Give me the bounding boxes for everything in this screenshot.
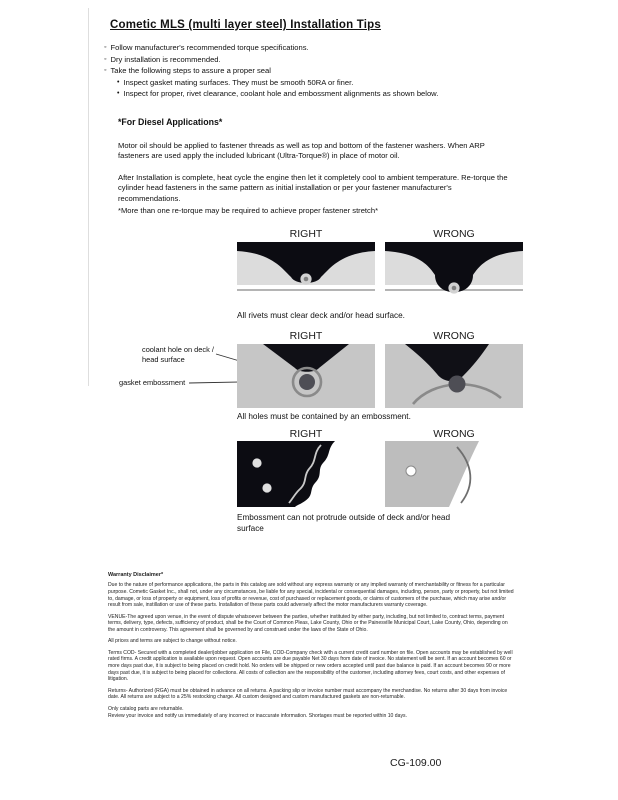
retorque-note: *More than one re-torque may be required to achieve proper fastener stretch* <box>118 206 379 215</box>
row2-right-label: RIGHT <box>289 330 323 342</box>
prices-paragraph: All prices and terms are subject to change without notice. <box>108 638 237 645</box>
tip-item <box>104 56 524 65</box>
page-code: CG-109.00 <box>390 757 442 769</box>
sub-bullet-marker: • <box>117 90 120 98</box>
warranty-heading: Warranty Disclaimer* <box>108 572 164 578</box>
hole-not-contained-illustration <box>385 344 523 408</box>
embossment-diagram-right <box>237 344 375 408</box>
tip-sub-text: Inspect for proper, rivet clearance, coolant hole and embossment alignments as shown below. <box>123 89 439 99</box>
tip-text: Take the following steps to assure a proper seal <box>110 66 271 76</box>
tip-item <box>104 67 524 76</box>
rivet-clears-illustration <box>237 242 375 306</box>
gasket-embossment-callout: gasket embossment <box>119 378 186 387</box>
rivet-diagram-right <box>237 242 375 306</box>
row1-caption: All rivets must clear deck and/or head surface. <box>237 311 405 320</box>
diesel-paragraph-1: Motor oil should be applied to fastener threads as well as top and bottom of the fastener washers. When ARP fasteners are used apply the included lubricant (Ultra-Torque®) in place of motor oil. <box>118 140 485 161</box>
venue-paragraph: VENUE-The agreed upon venue, in the event of dispute whatsoever between the parties, whether instituted by either party, including, but not limited to, contract terms, payment terms, delivery, type, defects, sufficiency of product, shall be the Court of Common Pleas, Lake County, Ohio or the Painesville Municipal Court, Lake County, Ohio, depending on the amount in controversy. This agreement shall be governed by and construed under the laws of the State of Ohio. <box>108 613 508 634</box>
row1-right-label: RIGHT <box>289 228 323 240</box>
bullet-marker: ◦ <box>104 67 107 75</box>
page-edge-line <box>88 8 89 386</box>
gasket-hole <box>406 466 416 476</box>
diesel-paragraph-2: After Installation is complete, heat cycle the engine then let it completely cool to ambient temperature. Re-torque the cylinder head fasteners in the same pattern as initial installation or per your fastener manufacturer's recommendations. <box>118 172 508 203</box>
row3-right-label: RIGHT <box>289 428 323 440</box>
row3-wrong-label: WRONG <box>433 428 475 440</box>
row3-caption: Embossment can not protrude outside of deck and/or head surface <box>237 513 451 533</box>
coolant-hole <box>299 374 315 390</box>
terms-cod-paragraph: Terms COD- Secured with a completed dealer/jobber application on File, COD-Company check with a current credit card number on file. Open accounts may be established by well rated firms. A credit application is available upon request. Open accounts are due payable Net 30 days from date of invoice. No statement will be sent. If an account becomes 60 or more days past due, it is subject to being placed on credit hold. No orders will be shipped or new orders accepted until past due balance is paid. If an account becomes 90 or more days past due, it is subject to being placed for collections. All costs of collection are the responsibility of the customer, including attorney fees, court costs, and other expenses of litigation. <box>108 649 513 683</box>
tips-list <box>104 44 524 102</box>
embossment-protrudes-illustration <box>385 441 523 507</box>
rivet-touches-illustration <box>385 242 523 306</box>
row2-caption: All holes must be contained by an embossment. <box>237 412 411 421</box>
tip-sub-item <box>117 79 524 88</box>
embossment-inside-illustration <box>237 441 375 507</box>
bullet-marker: ◦ <box>104 55 107 63</box>
protrusion-diagram-right <box>237 441 375 507</box>
tip-text: Dry installation is recommended. <box>110 54 221 64</box>
invoice-review-paragraph: Review your invoice and notify us immediately of any incorrect or inaccurate information. Shortages must be reported within 10 days. <box>108 713 407 720</box>
returnable-paragraph: Only catalog parts are returnable. <box>108 705 184 712</box>
rivet-diagram-wrong <box>385 242 523 306</box>
warranty-paragraph: Due to the nature of performance applications, the parts in this catalog are sold without any express warranty or any implied warranty of merchantability or fitness for a particular purpose. Cometic Gasket Inc., shall not, under any circumstances, be liable for any special, incidental or consequential damages, including, person, party or property, but not limited to, damage, or loss of property or equipment, loss of profits or revenue, cost of purchased or replacement goods, or claims of customers of the purchase, which may arise and/or result from sale, instillation or use of these parts. Installation of these parts could adversely affect the motor manufacturers warranty coverage. <box>108 582 514 609</box>
coolant-hole-callout: coolant hole on deck / head surface <box>142 345 214 364</box>
hole-contained-illustration <box>237 344 375 408</box>
row2-wrong-label: WRONG <box>433 330 475 342</box>
sub-bullet-marker: • <box>117 78 120 86</box>
coolant-hole <box>449 376 466 393</box>
tip-sub-text: Inspect gasket mating surfaces. They must be smooth 50RA or finer. <box>123 77 354 87</box>
embossment-diagram-wrong <box>385 344 523 408</box>
page-title: Cometic MLS (multi layer steel) Installation Tips <box>110 19 381 31</box>
row1-wrong-label: WRONG <box>433 228 475 240</box>
gasket-hole <box>252 458 261 467</box>
warranty-section <box>108 572 516 724</box>
diesel-applications-heading: *For Diesel Applications* <box>118 117 223 127</box>
bullet-marker: ◦ <box>104 44 107 51</box>
gasket-hole <box>262 483 271 492</box>
tip-text: Follow manufacturer's recommended torque specifications. <box>110 43 309 52</box>
protrusion-diagram-wrong <box>385 441 523 507</box>
tip-sub-item <box>117 90 524 99</box>
tip-item <box>104 44 524 53</box>
returns-paragraph: Returns- Authorized (RGA) must be obtained in advance on all returns. A packing slip or invoice number must accompany the merchandise. No returns after 30 days from invoice date. All returns are subject to a 25% restocking charge. All custom designed and custom manufactured gaskets are non-returnable. <box>108 687 508 701</box>
